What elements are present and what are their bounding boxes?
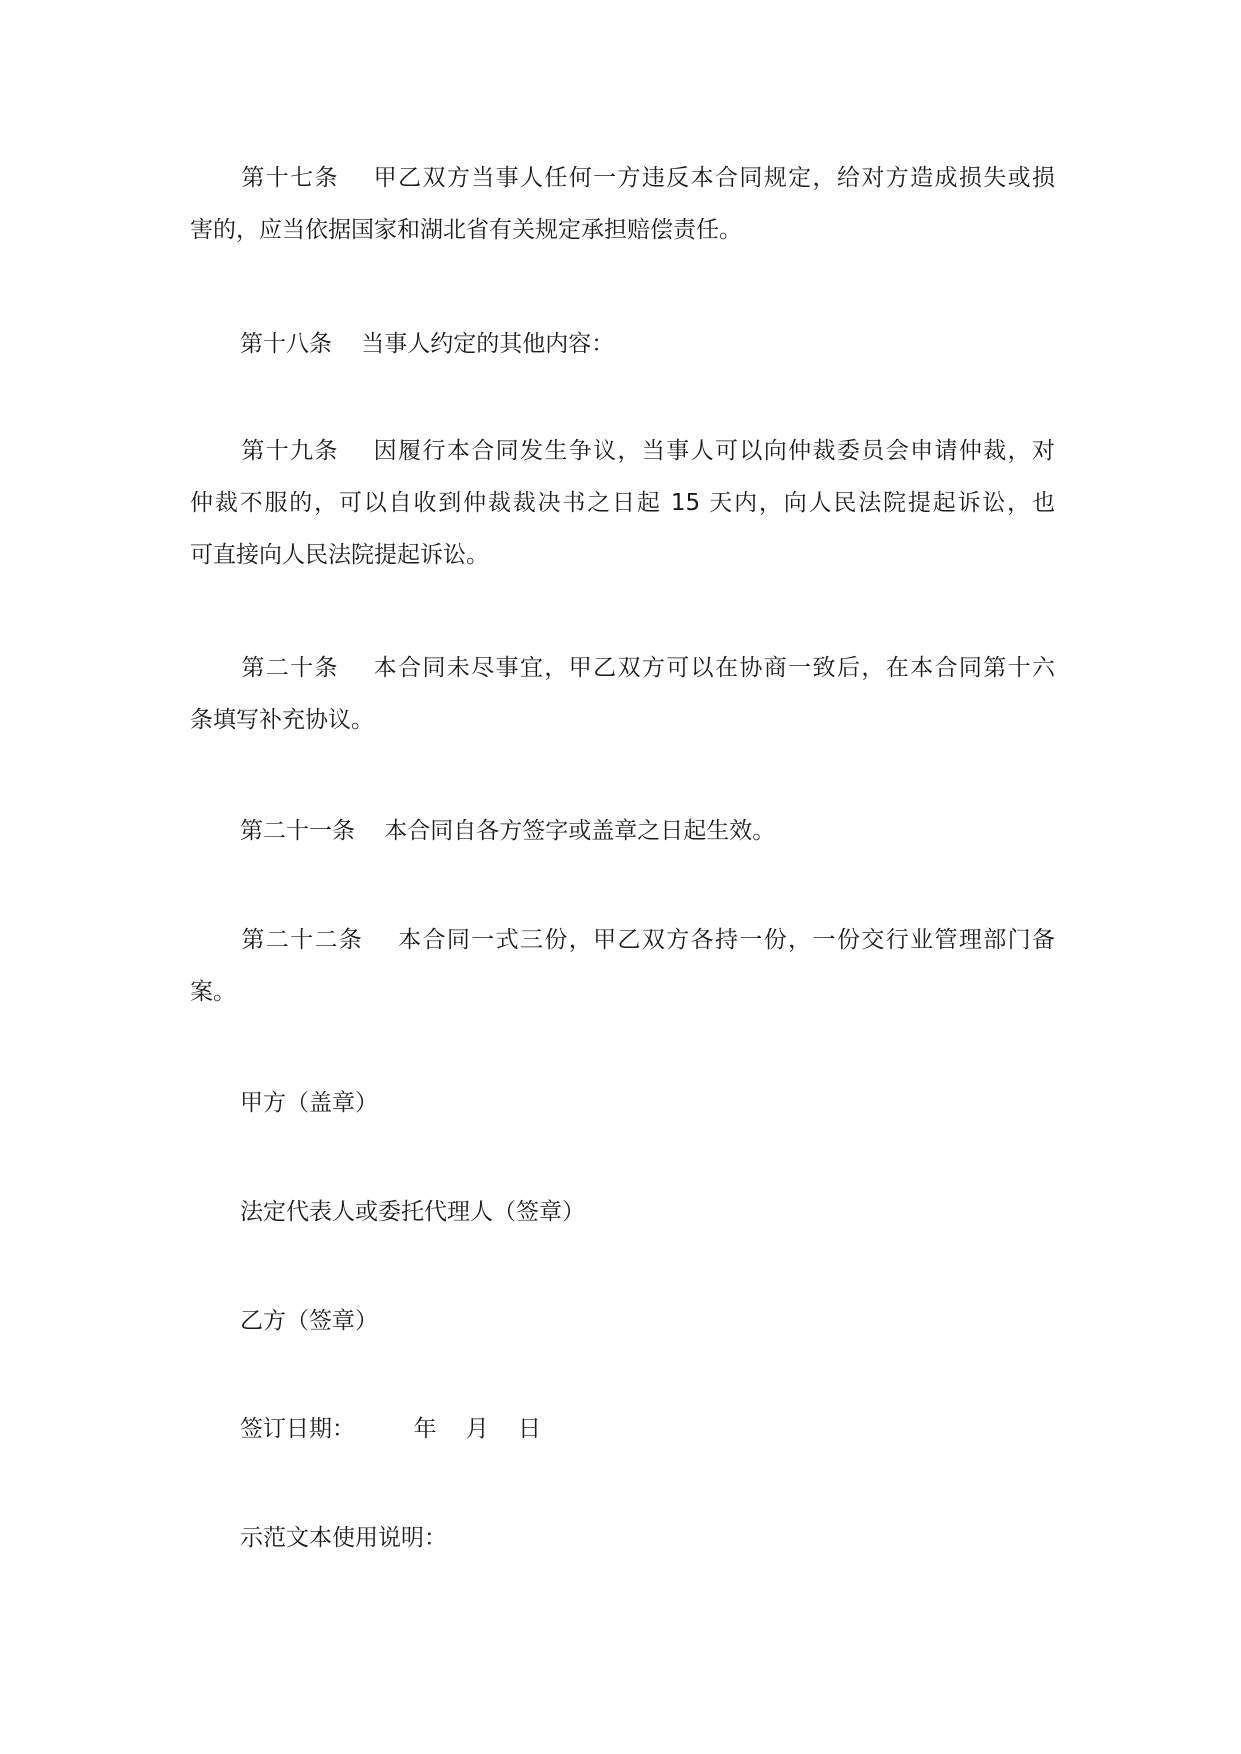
article-19-line-1: 第十九条 因履行本合同发生争议，当事人可以向仲裁委员会申请仲裁，对 <box>240 438 1055 464</box>
article-22-line-2: 案。 <box>190 979 236 1005</box>
article-19 <box>190 425 1055 581</box>
representative-signature-label: 法定代表人或委托代理人（签章） <box>240 1199 585 1225</box>
article-21: 第二十一条 本合同自各方签字或盖章之日起生效。 <box>240 818 776 844</box>
signing-date-label: 签订日期： 年 月 日 <box>240 1416 541 1442</box>
party-a-seal-label: 甲方（盖章） <box>240 1090 378 1116</box>
article-20-line-2: 条填写补充协议。 <box>190 707 374 733</box>
article-17 <box>190 152 1055 256</box>
article-22 <box>190 914 1055 1018</box>
article-18: 第十八条 当事人约定的其他内容： <box>240 331 615 357</box>
usage-note-heading: 示范文本使用说明： <box>240 1525 447 1551</box>
article-20 <box>190 642 1055 746</box>
article-20-line-1: 第二十条 本合同未尽事宜，甲乙双方可以在协商一致后，在本合同第十六 <box>240 655 1055 681</box>
article-17-line-2: 害的，应当依据国家和湖北省有关规定承担赔偿责任。 <box>190 217 742 243</box>
article-19-line-3: 可直接向人民法院提起诉讼。 <box>190 542 489 568</box>
article-19-line-2: 仲裁不服的，可以自收到仲裁裁决书之日起 15 天内，向人民法院提起诉讼，也 <box>190 490 1055 516</box>
party-b-signature-label: 乙方（签章） <box>240 1308 378 1334</box>
article-22-line-1: 第二十二条 本合同一式三份，甲乙双方各持一份，一份交行业管理部门备 <box>240 927 1055 953</box>
article-17-line-1: 第十七条 甲乙双方当事人任何一方违反本合同规定，给对方造成损失或损 <box>240 165 1055 191</box>
